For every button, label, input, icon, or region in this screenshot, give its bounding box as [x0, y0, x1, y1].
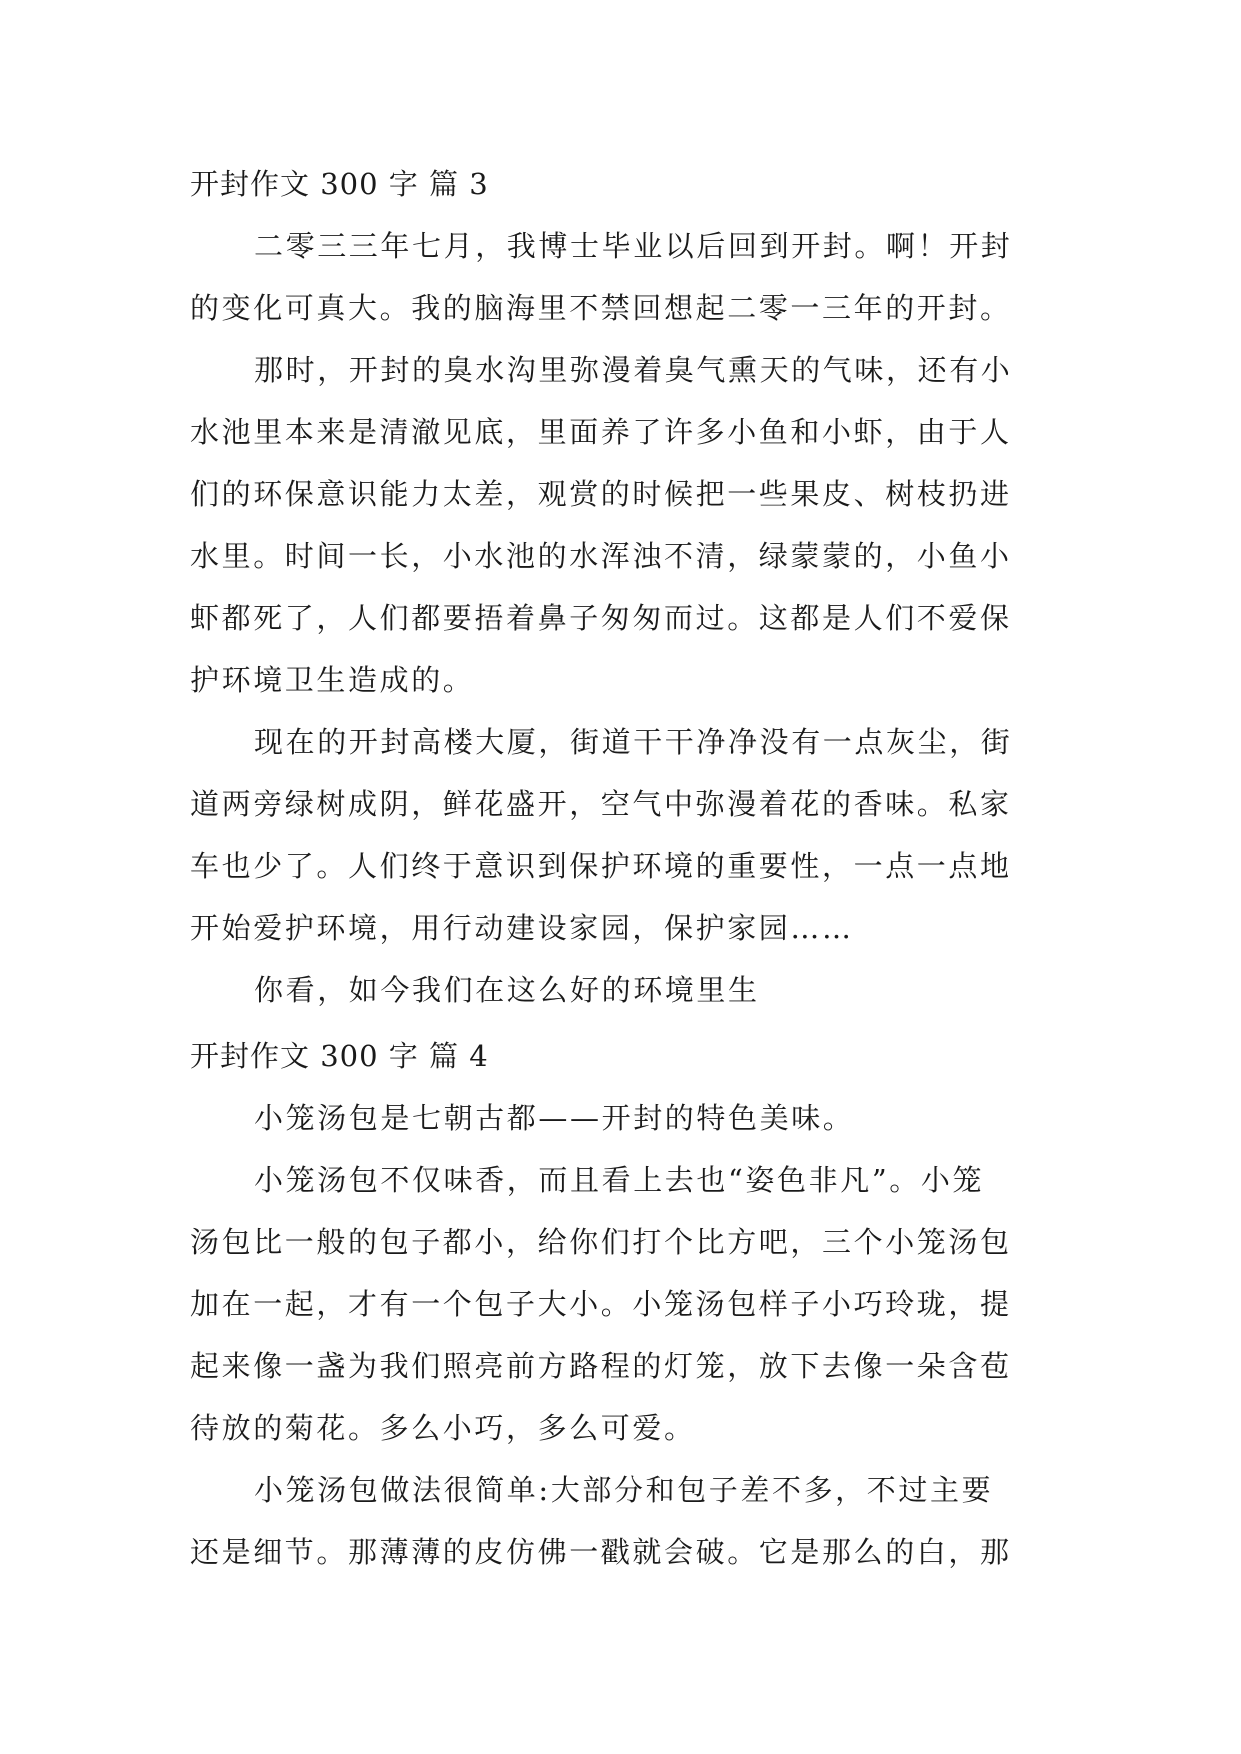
- paragraph-line: 二零三三年七月，我博士毕业以后回到开封。啊！开封: [254, 229, 1013, 263]
- paragraph-line: 道两旁绿树成阴，鲜花盛开，空气中弥漫着花的香味。私家: [190, 787, 1012, 821]
- paragraph-line: 你看，如今我们在这么好的环境里生: [254, 973, 760, 1007]
- paragraph-line: 起来像一盏为我们照亮前方路程的灯笼，放下去像一朵含苞: [190, 1349, 1012, 1383]
- essay-section-3: [190, 153, 1070, 1021]
- section-heading: 开封作文 300 字 篇 3: [190, 167, 489, 201]
- essay-section-4: [190, 1025, 1070, 1583]
- paragraph-line: 还是细节。那薄薄的皮仿佛一戳就会破。它是那么的白，那: [190, 1535, 1012, 1569]
- paragraph-line: 开始爱护环境，用行动建设家园，保护家园……: [190, 911, 854, 945]
- paragraph-line: 虾都死了，人们都要捂着鼻子匆匆而过。这都是人们不爱保: [190, 601, 1012, 635]
- paragraph-line: 小笼汤包是七朝古都——开封的特色美味。: [254, 1101, 855, 1135]
- paragraph-line: 那时，开封的臭水沟里弥漫着臭气熏天的气味，还有小: [254, 353, 1013, 387]
- paragraph-line: 水里。时间一长，小水池的水浑浊不清，绿蒙蒙的，小鱼小: [190, 539, 1012, 573]
- paragraph-line: 现在的开封高楼大厦，街道干干净净没有一点灰尘，街: [254, 725, 1013, 759]
- paragraph-line: 小笼汤包不仅味香，而且看上去也“姿色非凡”。小笼: [254, 1163, 985, 1197]
- paragraph-line: 汤包比一般的包子都小，给你们打个比方吧，三个小笼汤包: [190, 1225, 1012, 1259]
- paragraph-line: 待放的菊花。多么小巧，多么可爱。: [190, 1411, 696, 1445]
- paragraph-line: 的变化可真大。我的脑海里不禁回想起二零一三年的开封。: [190, 291, 1012, 325]
- paragraph-line: 们的环保意识能力太差，观赏的时候把一些果皮、树枝扔进: [190, 477, 1012, 511]
- paragraph-line: 水池里本来是清澈见底，里面养了许多小鱼和小虾，由于人: [190, 415, 1012, 449]
- paragraph-line: 护环境卫生造成的。: [190, 663, 475, 697]
- paragraph-line: 小笼汤包做法很简单:大部分和包子差不多，不过主要: [254, 1473, 994, 1507]
- paragraph-line: 车也少了。人们终于意识到保护环境的重要性，一点一点地: [190, 849, 1012, 883]
- section-heading: 开封作文 300 字 篇 4: [190, 1039, 489, 1073]
- paragraph-line: 加在一起，才有一个包子大小。小笼汤包样子小巧玲珑，提: [190, 1287, 1012, 1321]
